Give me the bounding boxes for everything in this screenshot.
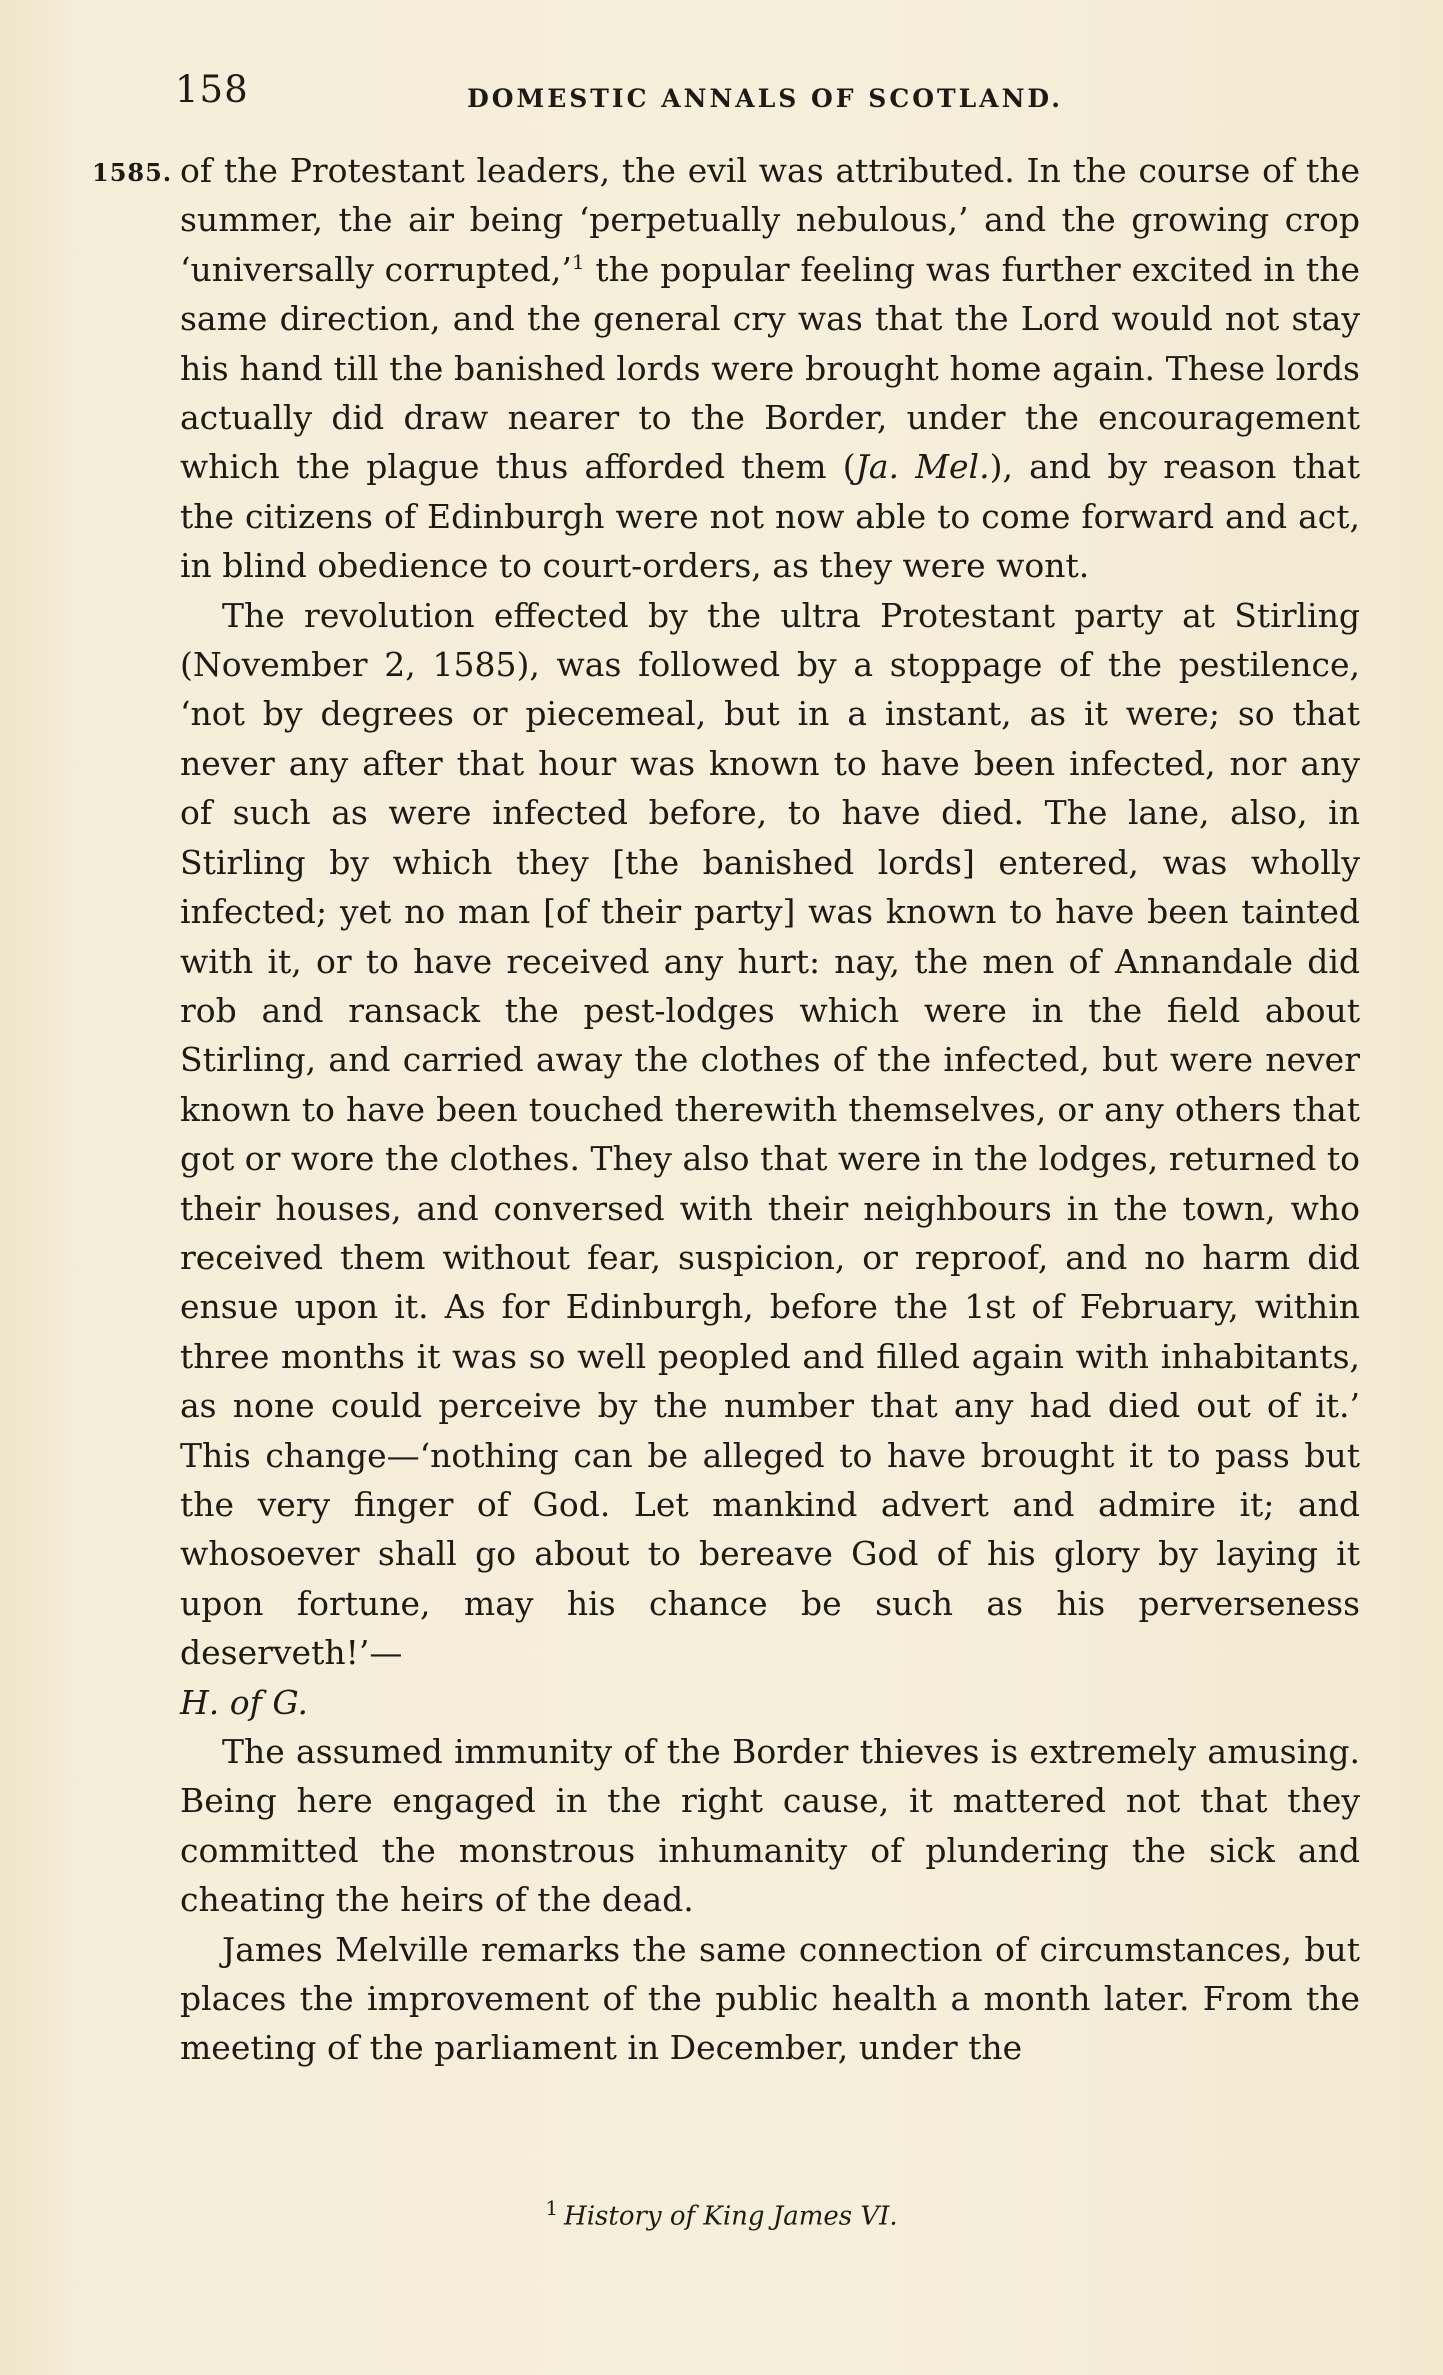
page-header	[175, 68, 1355, 128]
footnote-marker: 1	[571, 249, 585, 274]
citation-ja-mel: Ja. Mel.	[855, 447, 990, 487]
page-number: 158	[175, 68, 249, 111]
paragraph-2	[180, 591, 1360, 1727]
paragraph-2-text: The revolution effected by the ultra Protestant party at Stirling (November 2, 1585), was followed by a stoppage of the pestilence, ‘not by degrees or piecemeal, but in a instant, as it were; so that never any after that hour was known to have been infected, nor any of such as were infected before, to have died. The lane, also, in Stirling by which they [the banished lords] entered, was wholly infected; yet no man [of their party] was known to have been tainted with it, or to have received any hurt: nay, the men of Annandale did rob and ransack the pest-lodges which were in the field about Stirling, and carried away the clothes of the infected, but were never known to have been touched therewith themselves, or any others that got or wore the clothes. They also that were in the lodges, returned to their houses, and conversed with their neighbours in the town, who received them without fear, suspicion, or reproof, and no harm did ensue upon it. As for Edinburgh, before the 1st of February, within three months it was so well peopled and filled again with inhabitants, as none could perceive by the number that any had died out of it.’ This change—‘nothing can be alleged to have brought it to pass but the very finger of God. Let mankind advert and admire it; and whosoever shall go about to bereave God of his glory by laying it upon fortune, may his chance be such as his perverseness deserveth!’—	[180, 595, 1360, 1673]
running-head: DOMESTIC ANNALS OF SCOTLAND.	[467, 84, 1063, 113]
paragraph-1-text-2: the popular feeling was further excited in the same direction, and the general cry was that the Lord would not stay his hand till the banished lords were brought home again. These lords actually did draw nearer to the Border, under the encouragement which the plague thus afforded them (	[180, 249, 1360, 487]
citation-h-of-g: H. of G.	[180, 1682, 309, 1722]
paragraph-1-text: of the Protestant leaders, the evil was attributed. In the course of the summer, the air being ‘perpetually nebulous,’ and the growing crop ‘universally corrupted,’	[180, 151, 1360, 289]
footnote-text: History of King James VI.	[564, 2201, 898, 2232]
paragraph-3: The assumed immunity of the Border thieves is extremely amusing. Being here engaged in the right cause, it mattered not that they committed the monstrous inhumanity of plundering the sick and cheating the heirs of the dead.	[180, 1732, 1360, 1920]
paragraph-4: James Melville remarks the same connection of circumstances, but places the improvement of the public health a month later. From the meeting of the parliament in December, under the	[180, 1929, 1360, 2068]
paragraph-1-text-3: ), and by reason that the citizens of Edinburgh were not now able to come forward and act, in blind obedience to court-orders, as they were wont.	[180, 447, 1360, 586]
body-text	[180, 146, 1360, 2073]
footnote-number: 1	[545, 2196, 559, 2220]
footnote	[0, 2196, 1443, 2232]
paragraph-1	[180, 146, 1360, 591]
margin-year: 1585.	[92, 158, 173, 187]
